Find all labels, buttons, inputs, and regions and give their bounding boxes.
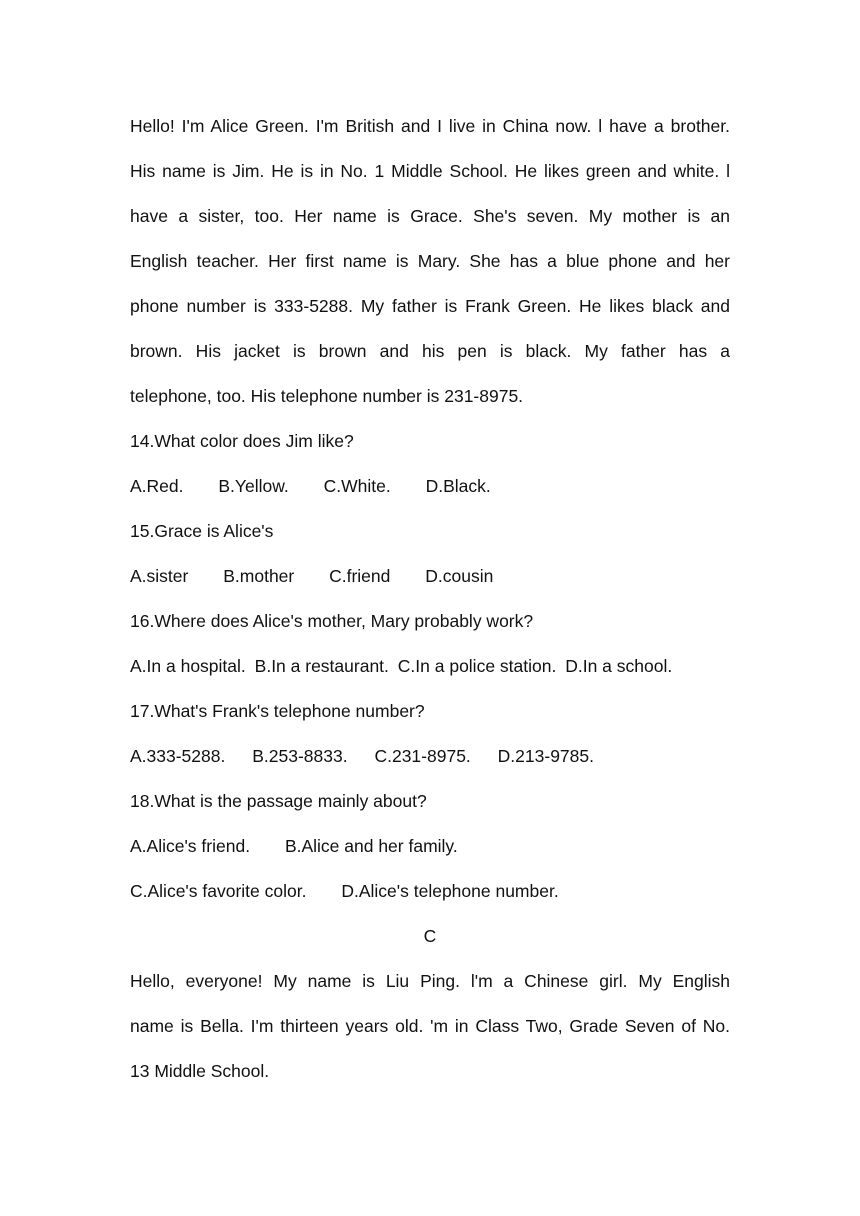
option-d: D.Black. [425,476,491,496]
passage-line: English teacher. Her first name is Mary. She has a blue phone and her [130,251,730,271]
option-c: C.friend [329,566,391,586]
question-15 [130,509,730,599]
passage-line: telephone, too. His telephone number is 231-8975. [130,386,524,406]
option-d: D.In a school. [565,656,673,676]
question-stem: 15.Grace is Alice's [130,521,274,541]
document-page [130,104,730,1094]
option-a: A.In a hospital. [130,656,246,676]
section-heading: C [423,926,437,946]
passage-line: His name is Jim. He is in No. 1 Middle School. He likes green and white. l [130,161,730,181]
question-options [130,869,730,914]
passage-line: Hello, everyone! My name is Liu Ping. l'm a Chinese girl. My English [130,971,730,991]
option-d: D.213-9785. [497,746,594,766]
option-a: A.Red. [130,476,184,496]
option-a: A.Alice's friend. [130,836,251,856]
option-b: B.Alice and her family. [284,836,458,856]
option-c: C.White. [323,476,391,496]
option-d: D.Alice's telephone number. [341,881,559,901]
option-c: C.Alice's favorite color. [130,881,307,901]
question-14 [130,419,730,509]
option-a: A.sister [130,566,189,586]
question-options [130,464,730,509]
question-stem: 18.What is the passage mainly about? [130,791,427,811]
question-options [130,824,730,869]
passage-line: 13 Middle School. [130,1061,270,1081]
passage-line: brown. His jacket is brown and his pen is black. My father has a [130,341,730,361]
passage-b [130,104,730,419]
passage-line: phone number is 333-5288. My father is Frank Green. He likes black and [130,296,730,316]
option-b: B.Yellow. [218,476,289,496]
passage-line: have a sister, too. Her name is Grace. She's seven. My mother is an [130,206,730,226]
option-c: C.231-8975. [374,746,471,766]
option-b: B.mother [223,566,295,586]
option-d: D.cousin [425,566,494,586]
section-c [130,914,730,1094]
question-stem: 16.Where does Alice's mother, Mary probably work? [130,611,534,631]
passage-line: name is Bella. I'm thirteen years old. 'm in Class Two, Grade Seven of No. [130,1016,730,1036]
question-options [130,734,730,779]
option-a: A.333-5288. [130,746,226,766]
question-options [130,644,730,689]
question-16 [130,599,730,689]
question-18 [130,779,730,914]
option-c: C.In a police station. [397,656,557,676]
question-17 [130,689,730,779]
passage-line: Hello! I'm Alice Green. I'm British and I live in China now. l have a brother. [130,116,730,136]
question-stem: 14.What color does Jim like? [130,431,354,451]
option-b: B.253-8833. [252,746,348,766]
question-stem: 17.What's Frank's telephone number? [130,701,425,721]
option-b: B.In a restaurant. [254,656,389,676]
question-options [130,554,730,599]
